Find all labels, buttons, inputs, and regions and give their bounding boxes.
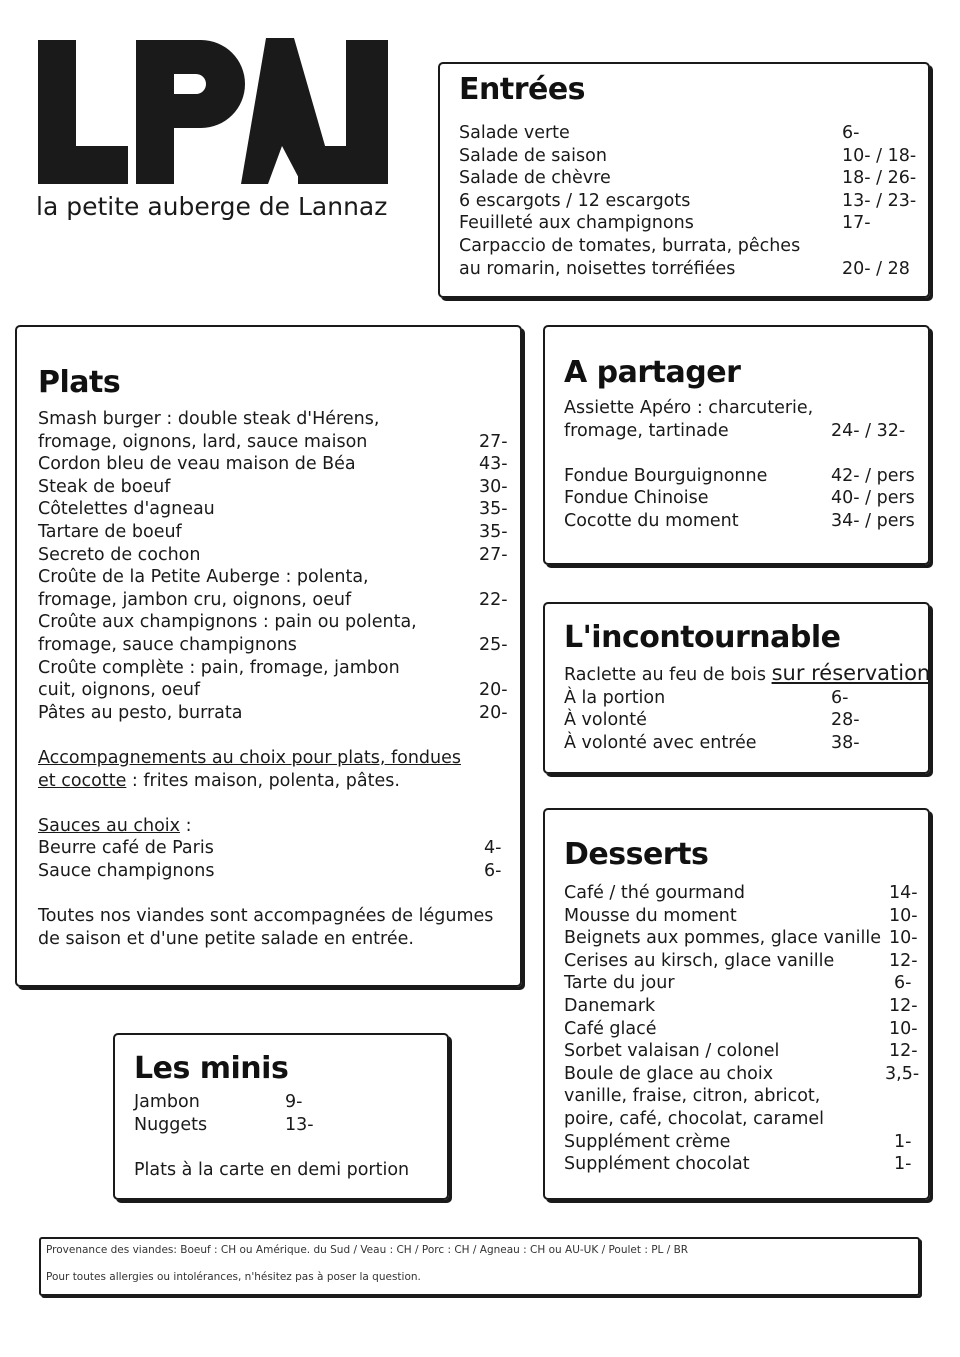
partager-list xyxy=(564,397,928,533)
menu-item: Nuggets 13- xyxy=(134,1114,314,1135)
menu-item: 6 escargots / 12 escargots 13- / 23- xyxy=(459,190,917,211)
menu-item: Salade de chèvre 18- / 26- xyxy=(459,168,917,189)
allergy-note: Pour toutes allergies ou intolérances, n'hésitez pas à poser la question. xyxy=(46,1271,421,1283)
menu-item: Steak de boeuf 30- xyxy=(38,476,508,497)
footer-notes xyxy=(39,1237,920,1296)
menu-item: Cordon bleu de veau maison de Béa 43- xyxy=(38,454,508,475)
menu-item: Café / thé gourmand 14- xyxy=(564,883,918,903)
incontournable-list xyxy=(564,661,931,754)
menu-item: Assiette Apéro : charcuterie, fromage, tartinade 24- / 32- xyxy=(564,398,906,441)
menu-item: Feuilleté aux champignons 17- xyxy=(459,213,871,234)
section-a-partager xyxy=(543,325,930,565)
tagline: la petite auberge de Lannaz xyxy=(36,192,388,221)
menu-item: Pâtes au pesto, burrata 20- xyxy=(38,702,508,723)
reservation-note: sur réservation xyxy=(771,661,931,685)
section-les-minis xyxy=(113,1033,449,1200)
menu-item: Jambon 9- xyxy=(134,1092,303,1112)
menu-item: Cerises au kirsch, glace vanille 12- xyxy=(564,950,918,971)
menu-item: Supplément chocolat 1- xyxy=(564,1154,912,1175)
menu-item: Supplément crème 1- xyxy=(564,1131,912,1152)
menu-item: Beurre café de Paris 4- xyxy=(38,838,502,859)
menu-item: Tartare de boeuf 35- xyxy=(38,521,508,542)
menu-item: Smash burger : double steak d'Hérens, fromage, oignons, lard, sauce maison 27- xyxy=(38,409,508,452)
menu-item: Croûte aux champignons : pain ou polenta, fromage, sauce champignons 25- xyxy=(38,612,508,655)
raclette-intro: Raclette au feu de bois sur réservation xyxy=(564,661,931,685)
menu-item: Salade verte 6- xyxy=(459,123,860,143)
menu-item: Secreto de cochon 27- xyxy=(38,544,508,565)
menu-item: Sorbet valaisan / colonel 12- xyxy=(564,1041,918,1062)
section-title: Desserts xyxy=(564,837,709,872)
section-desserts xyxy=(543,808,930,1200)
menu-item: Côtelettes d'agneau 35- xyxy=(38,499,508,520)
menu-item: Beignets aux pommes, glace vanille 10- xyxy=(564,928,918,949)
menu-item: Café glacé 10- xyxy=(564,1018,918,1039)
lpal-logo xyxy=(36,34,392,186)
menu-item: Salade de saison 10- / 18- xyxy=(459,145,917,166)
menu-item: À volonté 28- xyxy=(564,710,860,731)
entrees-list xyxy=(459,122,928,280)
accompaniments-note: Accompagnements au choix pour plats, fondues et cocotte : frites maison, polenta, pâtes. xyxy=(38,747,461,791)
section-incontournable xyxy=(543,602,930,774)
meat-origin-note: Provenance des viandes: Boeuf : CH ou Amérique. du Sud / Veau : CH / Porc : CH / Agneau : CH ou AU-UK / Poulet : PL / BR xyxy=(46,1244,689,1256)
menu-item: À volonté avec entrée 38- xyxy=(564,732,860,753)
menu-item: À la portion 6- xyxy=(564,687,849,708)
menu-item: Sauce champignons 6- xyxy=(38,860,502,881)
menu-item: Boule de glace au choix vanille, fraise, citron, abricot, poire, café, chocolat, caramel 3,5- xyxy=(564,1063,920,1129)
section-title: Entrées xyxy=(459,72,586,107)
section-title: Plats xyxy=(38,365,121,400)
minis-list xyxy=(134,1091,447,1181)
desserts-list xyxy=(564,882,928,1176)
menu-item: Danemark 12- xyxy=(564,995,918,1016)
menu-item: Tarte du jour 6- xyxy=(564,973,912,994)
section-title: L'incontournable xyxy=(564,620,841,655)
menu-item: Cocotte du moment 34- / pers xyxy=(564,510,915,531)
plats-list xyxy=(38,408,520,950)
sauces-title: Sauces au choix : xyxy=(38,815,192,836)
section-plats xyxy=(15,325,522,987)
minis-note: Plats à la carte en demi portion xyxy=(134,1159,410,1180)
menu-item: Croûte de la Petite Auberge : polenta, fromage, jambon cru, oignons, oeuf 22- xyxy=(38,567,508,610)
menu-item: Carpaccio de tomates, burrata, pêches au romarin, noisettes torréfiées 20- / 28 xyxy=(459,235,910,279)
plats-note: Toutes nos viandes sont accompagnées de légumes de saison et d'une petite salade en entrée. xyxy=(38,906,494,949)
menu-item: Mousse du moment 10- xyxy=(564,905,918,926)
menu-item: Fondue Bourguignonne 42- / pers xyxy=(564,465,915,486)
menu-item: Croûte complète : pain, fromage, jambon cuit, oignons, oeuf 20- xyxy=(38,657,508,701)
section-title: Les minis xyxy=(134,1051,289,1086)
menu-item: Fondue Chinoise 40- / pers xyxy=(564,488,915,509)
section-title: A partager xyxy=(564,355,741,390)
section-entrees xyxy=(438,62,930,298)
